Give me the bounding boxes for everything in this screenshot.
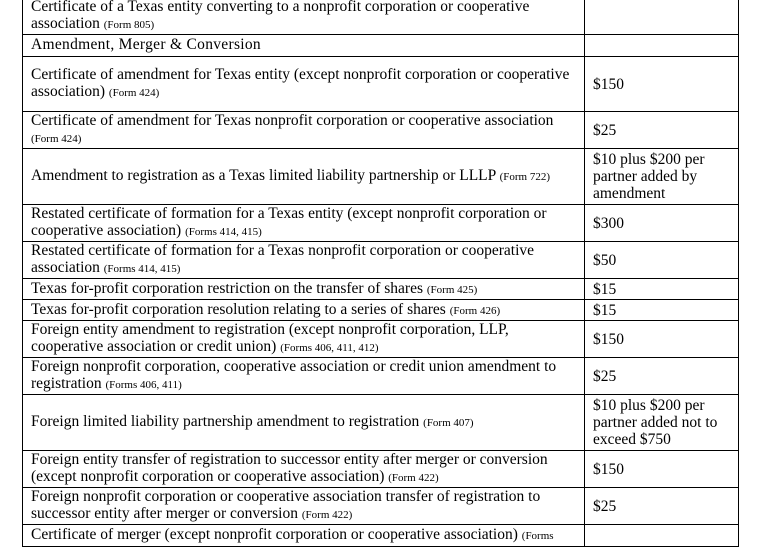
filing-name: Restated certificate of formation for a Texas entity (except nonprofit corporation or cooperative association) bbox=[31, 205, 547, 239]
filing-description bbox=[23, 358, 585, 395]
filing-fee bbox=[585, 0, 739, 35]
fee-row bbox=[23, 0, 739, 35]
filing-fee: $25 bbox=[585, 112, 739, 149]
filing-description bbox=[23, 321, 585, 358]
form-reference: (Form 424) bbox=[31, 133, 82, 145]
fee-row bbox=[23, 300, 739, 321]
filing-fee bbox=[585, 35, 739, 57]
form-reference: (Form 805) bbox=[103, 19, 155, 31]
fee-row bbox=[23, 112, 739, 149]
form-reference: (Form 407) bbox=[423, 417, 474, 429]
filing-name: Foreign entity transfer of registration to successor entity after merger or conversion (except nonprofit corporation or cooperative association) bbox=[31, 451, 548, 485]
fee-row bbox=[23, 57, 739, 112]
filing-name: Certificate of amendment for Texas entity (except nonprofit corporation or cooperative association) bbox=[31, 66, 570, 100]
fee-row bbox=[23, 358, 739, 395]
fee-row bbox=[23, 205, 739, 242]
filing-name: Certificate of a Texas entity converting to a nonprofit corporation or cooperative association bbox=[31, 0, 530, 32]
form-reference: (Form 426) bbox=[449, 304, 501, 317]
filing-description bbox=[23, 57, 585, 112]
filing-name: Certificate of merger (except nonprofit corporation or cooperative association) bbox=[31, 526, 522, 543]
filing-name: Foreign limited liability partnership amendment to registration bbox=[31, 413, 424, 430]
fee-table-body bbox=[23, 0, 739, 547]
fee-table bbox=[22, 0, 739, 547]
filing-name: Foreign entity amendment to registration (except nonprofit corporation, LLP, cooperative association or credit union) bbox=[31, 321, 509, 355]
filing-name: Foreign nonprofit corporation or cooperative association transfer of registration to successor entity after merger or conversion bbox=[31, 488, 541, 522]
filing-fee: $50 bbox=[585, 242, 739, 279]
filing-description bbox=[23, 488, 585, 525]
filing-fee: $25 bbox=[585, 358, 739, 395]
filing-fee: $10 plus $200 per partner added by amendment bbox=[585, 149, 739, 205]
fee-row bbox=[23, 395, 739, 451]
form-reference: (Forms 406, 411) bbox=[105, 379, 182, 391]
form-reference: (Forms 414, 415) bbox=[103, 263, 181, 275]
filing-description bbox=[23, 525, 585, 547]
filing-fee: $10 plus $200 per partner added not to exceed $750 bbox=[585, 395, 739, 451]
filing-description bbox=[23, 242, 585, 279]
filing-fee bbox=[585, 525, 739, 547]
form-reference: (Form 722) bbox=[499, 171, 550, 183]
fee-row bbox=[23, 525, 739, 547]
form-reference: (Form 424) bbox=[108, 87, 160, 99]
filing-description bbox=[23, 451, 585, 488]
filing-description bbox=[23, 205, 585, 242]
filing-fee: $150 bbox=[585, 451, 739, 488]
fee-row bbox=[23, 488, 739, 525]
filing-fee: $300 bbox=[585, 205, 739, 242]
fee-row bbox=[23, 279, 739, 300]
form-reference: (Forms 414, 415) bbox=[185, 226, 262, 238]
filing-fee: $15 bbox=[585, 300, 739, 321]
filing-fee: $150 bbox=[585, 321, 739, 358]
fee-row bbox=[23, 242, 739, 279]
filing-description bbox=[23, 0, 585, 35]
filing-description bbox=[23, 35, 585, 57]
form-reference: (Forms 406, 411, 412) bbox=[280, 342, 379, 354]
filing-name: Texas for-profit corporation resolution relating to a series of shares bbox=[31, 300, 450, 318]
form-reference: (Form 425) bbox=[426, 283, 478, 296]
filing-description bbox=[23, 149, 585, 205]
filing-name: Restated certificate of formation for a Texas nonprofit corporation or cooperative association bbox=[31, 242, 535, 276]
filing-name: Certificate of amendment for Texas nonprofit corporation or cooperative association bbox=[31, 112, 554, 129]
filing-name: Foreign nonprofit corporation, cooperative association or credit union amendment to registration bbox=[31, 358, 557, 392]
form-reference: (Form 422) bbox=[388, 472, 439, 484]
form-reference: (Form 422) bbox=[301, 509, 353, 521]
filing-fee: $15 bbox=[585, 279, 739, 300]
fee-row bbox=[23, 149, 739, 205]
fee-row bbox=[23, 321, 739, 358]
fee-row bbox=[23, 451, 739, 488]
filing-description bbox=[23, 300, 585, 321]
filing-name: Amendment to registration as a Texas limited liability partnership or LLLP bbox=[31, 167, 500, 184]
filing-description bbox=[23, 395, 585, 451]
filing-name: Texas for-profit corporation restriction on the transfer of shares bbox=[31, 279, 427, 297]
filing-name: Amendment, Merger & Conversion bbox=[31, 36, 261, 53]
section-header-row bbox=[23, 35, 739, 57]
filing-fee: $25 bbox=[585, 488, 739, 525]
filing-description bbox=[23, 279, 585, 300]
form-reference: (Forms bbox=[521, 530, 554, 542]
filing-description bbox=[23, 112, 585, 149]
filing-fee: $150 bbox=[585, 57, 739, 112]
